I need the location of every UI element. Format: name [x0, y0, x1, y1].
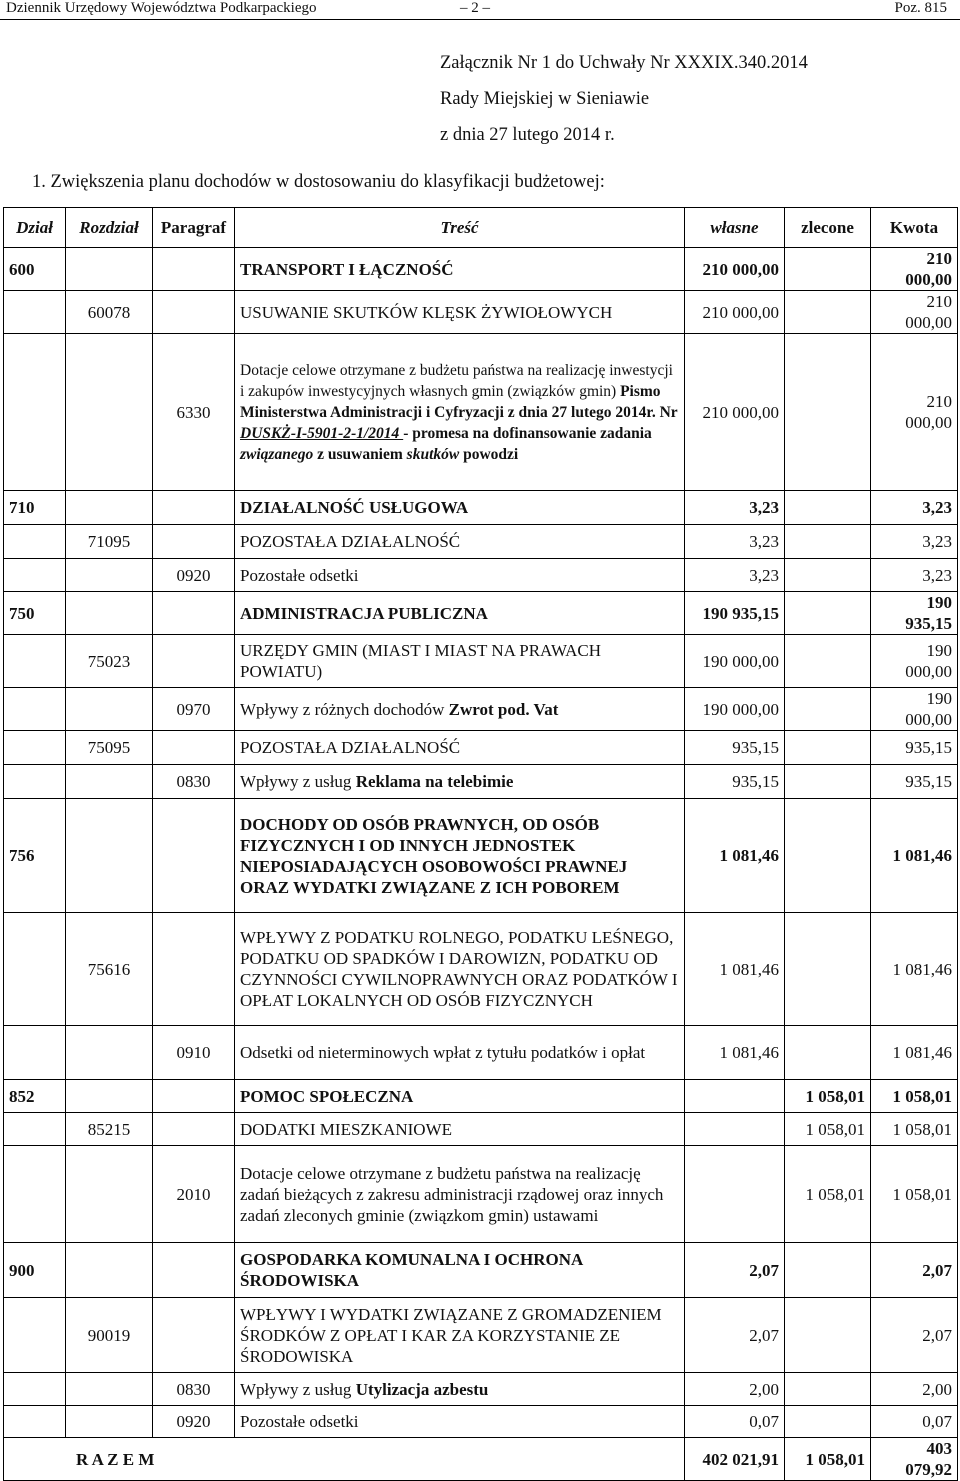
tresc-cell: POZOSTAŁA DZIAŁALNOŚĆ — [235, 525, 685, 559]
total-zlecone: 1 058,01 — [785, 1438, 871, 1481]
tresc-cell: POZOSTAŁA DZIAŁALNOŚĆ — [235, 731, 685, 765]
dzial-cell — [4, 913, 66, 1026]
zlecone-cell — [785, 913, 871, 1026]
zlecone-cell — [785, 1026, 871, 1080]
wlasne-cell: 2,07 — [685, 1298, 785, 1373]
header-paragraf: Paragraf — [153, 208, 235, 248]
tresc-text-bold: Utylizacja azbestu — [355, 1379, 489, 1399]
wlasne-cell: 2,00 — [685, 1373, 785, 1406]
paragraf-cell: 0830 — [153, 1373, 235, 1406]
zlecone-cell — [785, 559, 871, 592]
tresc-text-bold: z usuwaniem — [313, 445, 407, 463]
dzial-cell — [4, 1298, 66, 1373]
zlecone-cell — [785, 1373, 871, 1406]
zlecone-cell — [785, 1298, 871, 1373]
dzial-cell — [4, 1146, 66, 1243]
table-row — [4, 1373, 958, 1406]
paragraf-cell — [153, 248, 235, 291]
tresc-cell: POMOC SPOŁECZNA — [235, 1080, 685, 1113]
journal-title: Dziennik Urzędowy Województwa Podkarpackiego — [6, 0, 317, 16]
paragraf-cell: 0920 — [153, 559, 235, 592]
kwota-cell: 2,07 — [871, 1298, 958, 1373]
wlasne-cell — [685, 1113, 785, 1146]
tresc-cell: USUWANIE SKUTKÓW KLĘSK ŻYWIOŁOWYCH — [235, 291, 685, 334]
tresc-cell: Pozostałe odsetki — [235, 559, 685, 592]
header-kwota: Kwota — [871, 208, 958, 248]
tresc-cell: Pozostałe odsetki — [235, 1406, 685, 1438]
table-row — [4, 1298, 958, 1373]
wlasne-cell: 1 081,46 — [685, 1026, 785, 1080]
zlecone-cell — [785, 334, 871, 491]
rozdzial-cell — [66, 248, 153, 291]
dzial-cell — [4, 1026, 66, 1080]
rozdzial-cell: 71095 — [66, 525, 153, 559]
table-row — [4, 688, 958, 731]
kwota-cell: 190 000,00 — [871, 635, 958, 688]
tresc-cell — [235, 688, 685, 731]
kwota-cell: 210 000,00 — [871, 248, 958, 291]
kwota-cell: 210 000,00 — [871, 334, 958, 491]
attachment-line-3: z dnia 27 lutego 2014 r. — [440, 125, 615, 145]
dzial-cell — [4, 1373, 66, 1406]
kwota-cell: 0,07 — [871, 1406, 958, 1438]
tresc-text: Dotacje celowe otrzymane z budżetu państwa na realizację inwestycji i zakupów inwestycyjnych własnych gmin (związków gmin) — [240, 361, 673, 400]
paragraf-cell — [153, 491, 235, 525]
tresc-text: Wpływy z usług — [240, 772, 356, 791]
table-row — [4, 1243, 958, 1298]
table-row — [4, 731, 958, 765]
rozdzial-cell — [66, 1406, 153, 1438]
dzial-cell: 600 — [4, 248, 66, 291]
paragraf-cell: 0910 — [153, 1026, 235, 1080]
document-number: DUSKŻ-I-5901-2-1/2014 — [240, 424, 404, 442]
dzial-cell: 900 — [4, 1243, 66, 1298]
rozdzial-cell — [66, 491, 153, 525]
paragraf-cell — [153, 1113, 235, 1146]
paragraf-cell — [153, 731, 235, 765]
wlasne-cell: 210 000,00 — [685, 248, 785, 291]
wlasne-cell: 190 000,00 — [685, 635, 785, 688]
kwota-cell: 1 081,46 — [871, 913, 958, 1026]
dzial-cell — [4, 1113, 66, 1146]
rozdzial-cell — [66, 688, 153, 731]
tresc-text: Wpływy z usług — [240, 1379, 356, 1399]
tresc-cell — [235, 765, 685, 799]
kwota-cell: 3,23 — [871, 559, 958, 592]
zlecone-cell — [785, 248, 871, 291]
zlecone-cell — [785, 635, 871, 688]
rozdzial-cell — [66, 1243, 153, 1298]
tresc-text: Wpływy z różnych dochodów — [240, 699, 449, 719]
table-row — [4, 1406, 958, 1438]
kwota-cell: 190 000,00 — [871, 688, 958, 731]
rozdzial-cell — [66, 1146, 153, 1243]
wlasne-cell: 1 081,46 — [685, 913, 785, 1026]
rozdzial-cell — [66, 559, 153, 592]
table-row — [4, 592, 958, 635]
tresc-text-bold: Zwrot pod. Vat — [448, 699, 559, 719]
tresc-cell: DODATKI MIESZKANIOWE — [235, 1113, 685, 1146]
header-rozdzial: Rozdział — [66, 208, 153, 248]
wlasne-cell: 935,15 — [685, 765, 785, 799]
zlecone-cell — [785, 525, 871, 559]
dzial-cell: 852 — [4, 1080, 66, 1113]
paragraf-cell — [153, 291, 235, 334]
dzial-cell — [4, 688, 66, 731]
table-row — [4, 1080, 958, 1113]
tresc-cell: WPŁYWY Z PODATKU ROLNEGO, PODATKU LEŚNEGO, PODATKU OD SPADKÓW I DAROWIZN, PODATKU OD CZYNNOŚCI CYWILNOPRAWNYCH ORAZ PODATKÓW I OPŁAT LOKALNYCH OD OSÓB FIZYCZNYCH — [235, 913, 685, 1026]
header-wlasne: własne — [685, 208, 785, 248]
wlasne-cell: 190 000,00 — [685, 688, 785, 731]
table-row — [4, 334, 958, 491]
paragraf-cell: 0920 — [153, 1406, 235, 1438]
tresc-text-bold: powodzi — [459, 445, 519, 463]
paragraf-cell — [153, 592, 235, 635]
kwota-cell: 1 058,01 — [871, 1113, 958, 1146]
rozdzial-cell — [66, 1373, 153, 1406]
tresc-cell: DZIAŁALNOŚĆ USŁUGOWA — [235, 491, 685, 525]
paragraf-cell — [153, 1080, 235, 1113]
table-row — [4, 291, 958, 334]
wlasne-cell: 935,15 — [685, 731, 785, 765]
rozdzial-cell — [66, 1080, 153, 1113]
table-row — [4, 248, 958, 291]
wlasne-cell: 2,07 — [685, 1243, 785, 1298]
dzial-cell — [4, 525, 66, 559]
table-row — [4, 559, 958, 592]
zlecone-cell — [785, 592, 871, 635]
kwota-cell: 935,15 — [871, 731, 958, 765]
tresc-cell: Odsetki od nieterminowych wpłat z tytułu podatków i opłat — [235, 1026, 685, 1080]
table-row — [4, 1113, 958, 1146]
tresc-cell: Dotacje celowe otrzymane z budżetu państwa na realizację zadań bieżących z zakresu administracji rządowej oraz innych zadań zleconych gminie (związkom gmin) ustawami — [235, 1146, 685, 1243]
paragraf-cell: 0970 — [153, 688, 235, 731]
rozdzial-cell: 75616 — [66, 913, 153, 1026]
paragraf-cell — [153, 913, 235, 1026]
table-row — [4, 635, 958, 688]
table-row — [4, 913, 958, 1026]
table-row — [4, 1026, 958, 1080]
dzial-cell — [4, 635, 66, 688]
table-header-row — [4, 208, 958, 248]
header-tresc: Treść — [235, 208, 685, 248]
wlasne-cell — [685, 1146, 785, 1243]
paragraf-cell: 6330 — [153, 334, 235, 491]
zlecone-cell — [785, 799, 871, 913]
kwota-cell: 3,23 — [871, 525, 958, 559]
position-number: Poz. 815 — [894, 0, 947, 16]
rozdzial-cell — [66, 765, 153, 799]
tresc-text-bold: Reklama na telebimie — [355, 772, 514, 791]
tresc-cell: WPŁYWY I WYDATKI ZWIĄZANE Z GROMADZENIEM ŚRODKÓW Z OPŁAT I KAR ZA KORZYSTANIE ZE ŚRODOWISKA — [235, 1298, 685, 1373]
paragraf-cell — [153, 799, 235, 913]
tresc-text-italic: związanego — [240, 445, 314, 463]
zlecone-cell — [785, 291, 871, 334]
rozdzial-cell — [66, 334, 153, 491]
kwota-cell: 3,23 — [871, 491, 958, 525]
wlasne-cell: 3,23 — [685, 525, 785, 559]
tresc-text-bold: - promesa na dofinansowanie zadania — [403, 424, 652, 442]
kwota-cell: 210 000,00 — [871, 291, 958, 334]
dzial-cell: 756 — [4, 799, 66, 913]
dzial-cell — [4, 334, 66, 491]
wlasne-cell: 190 935,15 — [685, 592, 785, 635]
table-row — [4, 491, 958, 525]
table-row — [4, 1146, 958, 1243]
attachment-line-1: Załącznik Nr 1 do Uchwały Nr XXXIX.340.2014 — [440, 53, 808, 73]
wlasne-cell: 0,07 — [685, 1406, 785, 1438]
header-zlecone: zlecone — [785, 208, 871, 248]
dzial-cell: 710 — [4, 491, 66, 525]
total-row — [4, 1438, 958, 1481]
kwota-cell: 935,15 — [871, 765, 958, 799]
wlasne-cell: 210 000,00 — [685, 334, 785, 491]
tresc-cell: DOCHODY OD OSÓB PRAWNYCH, OD OSÓB FIZYCZNYCH I OD INNYCH JEDNOSTEK NIEPOSIADAJĄCYCH OSOBOWOŚCI PRAWNEJ ORAZ WYDATKI ZWIĄZANE Z ICH POBOREM — [235, 799, 685, 913]
zlecone-cell — [785, 1243, 871, 1298]
header-dzial: Dział — [4, 208, 66, 248]
kwota-cell: 1 081,46 — [871, 799, 958, 913]
zlecone-cell — [785, 731, 871, 765]
table-row — [4, 799, 958, 913]
paragraf-cell: 2010 — [153, 1146, 235, 1243]
budget-table — [3, 207, 958, 1481]
total-kwota: 403 079,92 — [871, 1438, 958, 1481]
rozdzial-cell: 60078 — [66, 291, 153, 334]
dzial-cell — [4, 559, 66, 592]
zlecone-cell: 1 058,01 — [785, 1146, 871, 1243]
tresc-cell — [235, 334, 685, 491]
paragraf-cell — [153, 525, 235, 559]
zlecone-cell — [785, 688, 871, 731]
dzial-cell — [4, 291, 66, 334]
tresc-text-bold: Pismo Ministerstwa Administracji i Cyfryzacji z dnia 27 lutego 2014r. Nr — [240, 382, 678, 421]
paragraf-cell: 0830 — [153, 765, 235, 799]
wlasne-cell: 210 000,00 — [685, 291, 785, 334]
wlasne-cell: 3,23 — [685, 559, 785, 592]
section-intro: 1. Zwiększenia planu dochodów w dostosowaniu do klasyfikacji budżetowej: — [32, 172, 605, 192]
rozdzial-cell: 90019 — [66, 1298, 153, 1373]
paragraf-cell — [153, 1243, 235, 1298]
wlasne-cell: 3,23 — [685, 491, 785, 525]
page-number: – 2 – — [460, 0, 490, 16]
rozdzial-cell: 75095 — [66, 731, 153, 765]
kwota-cell: 2,00 — [871, 1373, 958, 1406]
zlecone-cell — [785, 1406, 871, 1438]
zlecone-cell — [785, 765, 871, 799]
paragraf-cell — [153, 1298, 235, 1373]
rozdzial-cell: 75023 — [66, 635, 153, 688]
wlasne-cell: 1 081,46 — [685, 799, 785, 913]
table-row — [4, 765, 958, 799]
dzial-cell — [4, 731, 66, 765]
kwota-cell: 1 058,01 — [871, 1146, 958, 1243]
dzial-cell — [4, 1406, 66, 1438]
tresc-text-italic: skutków — [406, 445, 460, 463]
rozdzial-cell — [66, 592, 153, 635]
rozdzial-cell — [66, 1026, 153, 1080]
total-label: R A Z E M — [4, 1438, 685, 1481]
rozdzial-cell — [66, 799, 153, 913]
table-row — [4, 525, 958, 559]
total-wlasne: 402 021,91 — [685, 1438, 785, 1481]
zlecone-cell: 1 058,01 — [785, 1113, 871, 1146]
zlecone-cell: 1 058,01 — [785, 1080, 871, 1113]
attachment-line-2: Rady Miejskiej w Sieniawie — [440, 89, 650, 109]
tresc-cell: URZĘDY GMIN (MIAST I MIAST NA PRAWACH POWIATU) — [235, 635, 685, 688]
tresc-cell: TRANSPORT I ŁĄCZNOŚĆ — [235, 248, 685, 291]
tresc-cell — [235, 1373, 685, 1406]
wlasne-cell — [685, 1080, 785, 1113]
paragraf-cell — [153, 635, 235, 688]
kwota-cell: 1 081,46 — [871, 1026, 958, 1080]
rozdzial-cell: 85215 — [66, 1113, 153, 1146]
dzial-cell — [4, 765, 66, 799]
kwota-cell: 2,07 — [871, 1243, 958, 1298]
tresc-cell: ADMINISTRACJA PUBLICZNA — [235, 592, 685, 635]
header-divider — [0, 19, 960, 20]
kwota-cell: 190 935,15 — [871, 592, 958, 635]
dzial-cell: 750 — [4, 592, 66, 635]
zlecone-cell — [785, 491, 871, 525]
kwota-cell: 1 058,01 — [871, 1080, 958, 1113]
tresc-cell: GOSPODARKA KOMUNALNA I OCHRONA ŚRODOWISKA — [235, 1243, 685, 1298]
